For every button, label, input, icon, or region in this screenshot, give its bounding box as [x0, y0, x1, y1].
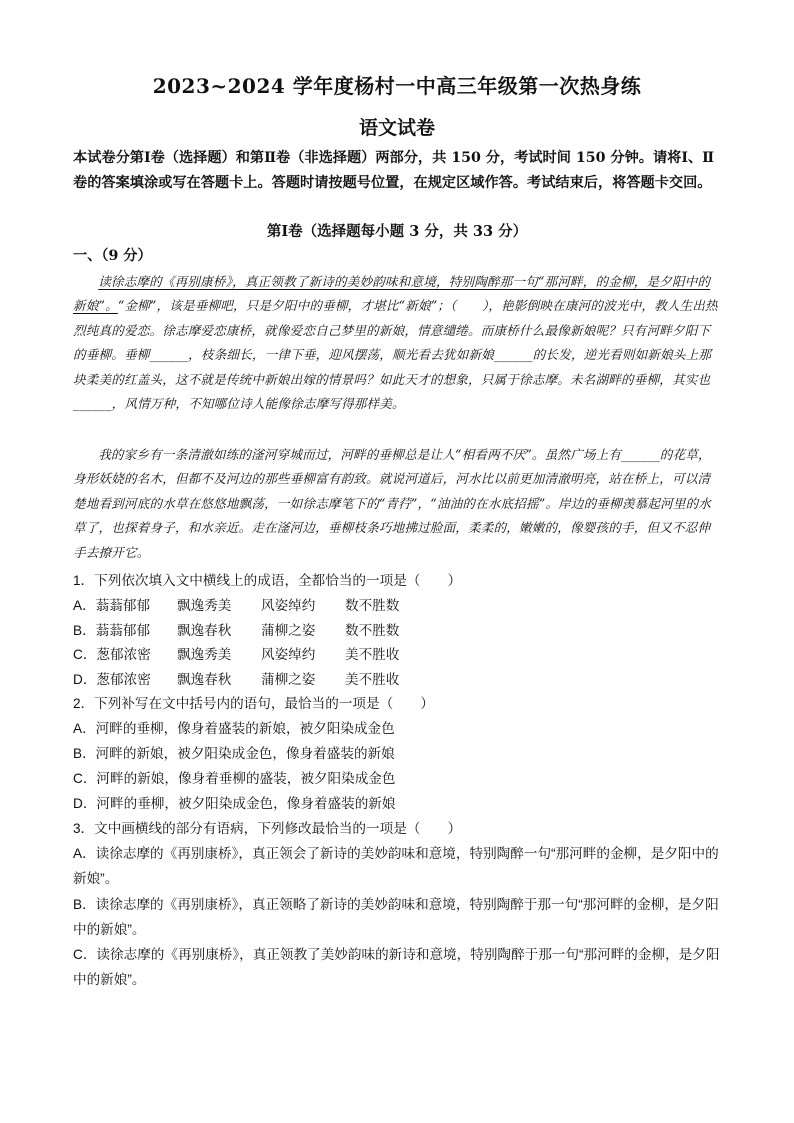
question-2-option-b: B．河畔的新娘，被夕阳染成金色，像身着盛装的新娘: [73, 746, 395, 761]
option-cell: B．蓊蓊郁郁: [73, 623, 151, 638]
option-cell: 风姿绰约: [261, 598, 316, 613]
passage-paragraph-2: 我的家乡有一条清澈如练的滏河穿城而过，河畔的垂柳总是让人“相看两不厌”。虽然广场上有______的花草，身形妖娆的名木，但都不及河边的那些垂柳富有韵致。就说河道后，河水比以前更加清澈明亮，站在桥上，可以清楚地看到河底的水草在悠悠地飘荡，一如徐志摩笔下的“青荇”，“油油的在水底招摇”。岸边的垂柳羡慕起河里的水草了，也探着身子，和水亲近。走在滏河边，垂柳枝条巧地拂过脸面，柔柔的，嫩嫩的，像婴孩的手，但又不忍伸手去撩开它。: [73, 447, 712, 560]
option-cell: C．葱郁浓密: [73, 647, 151, 662]
question-1-option-b: [73, 619, 429, 644]
passage-paragraph-1-rest: “金柳”，该是垂柳吧，只是夕阳中的垂柳，才堪比“新娘”；（ ），艳影倒映在康河的波光中，教人生出热烈纯真的爱恋。徐志摩爱恋康桥，就像爱恋自己梦里的新娘，情意缱绻。而康桥什么最像新娘呢？只有河畔夕阳下的垂柳。垂柳______，枝条细长，一律下垂，迎风摆荡，顺光看去犹如新娘______的长发，逆光看则如新娘头上那块柔美的红盖头，这不就是传统中新娘出嫁的情景吗？如此天才的想象，只属于徐志摩。未名湖畔的垂柳，其实也______，风情万种，不知哪位诗人能像徐志摩写得那样美。: [73, 298, 718, 412]
option-cell: 飘逸春秋: [177, 623, 232, 638]
option-cell: D．葱郁浓密: [73, 672, 151, 687]
question-2-option-a: A．河畔的垂柳，像身着盛装的新娘，被夕阳染成金色: [73, 721, 395, 736]
option-cell: 数不胜数: [345, 598, 400, 613]
option-cell: 飘逸秀美: [177, 647, 232, 662]
passage-paragraph-1: [73, 270, 719, 416]
section-heading: 第Ⅰ卷（选择题每小题 3 分，共 33 分）: [266, 223, 528, 240]
option-cell: 飘逸秀美: [177, 598, 232, 613]
question-2-option-c: C．河畔的新娘，像身着垂柳的盛装，被夕阳染成金色: [73, 771, 396, 786]
question-1-stem: 1．下列依次填入文中横线上的成语，全都恰当的一项是（ ）: [73, 573, 462, 588]
question-3-option-b: B．读徐志摩的《再别康桥》，真正领略了新诗的美妙韵味和意境，特别陶醉于那一句“那河畔的金柳，是夕阳中的新娘”。: [73, 897, 719, 937]
question-2-stem: 2．下列补写在文中括号内的语句，最恰当的一项是（ ）: [73, 696, 434, 711]
part-heading: 一、（9 分）: [73, 248, 152, 264]
exam-title: 2023~2024 学年度杨村一中高三年级第一次热身练: [152, 74, 642, 98]
question-3-option-c: C．读徐志摩的《再别康桥》，真正领教了美妙韵味的新诗和意境，特别陶醉于那一句“那河畔的金柳，是夕阳中的新娘”。: [73, 947, 720, 987]
question-1-option-c: [73, 643, 429, 668]
underlined-sentence: 读徐志摩的《再别康桥》，真正领教了新诗的美妙韵味和意境，特别陶醉那一句“那河畔，的金柳，是夕阳中的新娘”。: [73, 274, 711, 314]
question-3-stem: 3．文中画横线的部分有语病，下列修改最恰当的一项是（ ）: [73, 821, 462, 836]
exam-subtitle: 语文试卷: [358, 117, 435, 139]
option-cell: A．蓊蓊郁郁: [73, 598, 151, 613]
option-cell: 风姿绰约: [261, 647, 316, 662]
question-1-option-d: [73, 668, 429, 693]
option-cell: 蒲柳之姿: [261, 623, 316, 638]
option-cell: 美不胜收: [345, 647, 400, 662]
option-cell: 飘逸春秋: [177, 672, 232, 687]
option-cell: 蒲柳之姿: [261, 672, 316, 687]
exam-instructions: 本试卷分第Ⅰ卷（选择题）和第Ⅱ卷（非选择题）两部分，共 150 分，考试时间 150 分钟。请将Ⅰ、Ⅱ卷的答案填涂或写在答题卡上。答题时请按题号位置，在规定区域作答。考试结束后，将答题卡交回。: [73, 150, 715, 191]
question-3-option-a: A．读徐志摩的《再别康桥》，真正领会了新诗的美妙韵味和意境，特别陶醉一句“那河畔的金柳，是夕阳中的新娘”。: [73, 846, 719, 886]
option-cell: 美不胜收: [345, 672, 400, 687]
option-cell: 数不胜数: [345, 623, 400, 638]
question-1-option-a: [73, 594, 429, 619]
question-2-option-d: D．河畔的垂柳，被夕阳染成金色，像身着盛装的新娘: [73, 796, 396, 811]
